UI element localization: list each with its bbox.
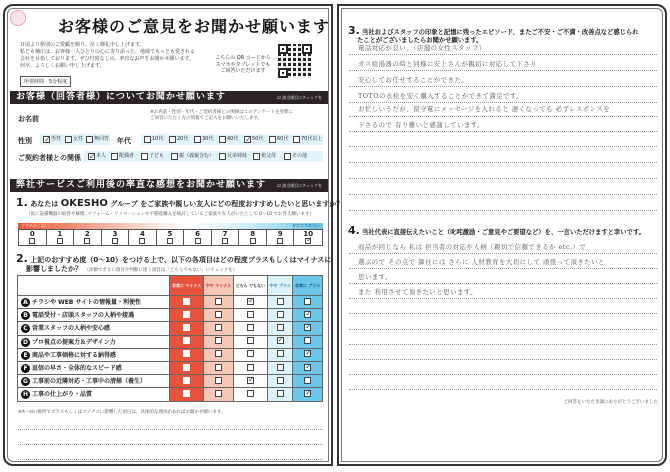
scale-option-1[interactable]: 1 bbox=[47, 230, 75, 245]
checkbox[interactable] bbox=[247, 311, 254, 318]
relation-option-self[interactable]: ✓ 本人 bbox=[88, 151, 106, 162]
gender-option-female[interactable]: 女性 bbox=[65, 134, 83, 145]
checkbox[interactable] bbox=[277, 238, 283, 244]
checkbox[interactable] bbox=[183, 337, 190, 344]
question-2-cont: 影響しましたか？ （評価できない項目や判断に迷う項目は「どちらでもない」にチェックを） bbox=[26, 265, 238, 273]
checkbox[interactable] bbox=[304, 350, 311, 357]
question-3-cont: たことがございましたらお聞かせ願います。 bbox=[357, 37, 483, 44]
question-1: 1. あなたは OKESHO グループ をご家族や親しい友人にどの程度おすすめしたいと思いますか？ bbox=[16, 196, 344, 209]
table-row bbox=[18, 309, 323, 322]
qr-code-icon[interactable] bbox=[278, 44, 312, 78]
respondent-section-header: お客様（回答者様）についてお聞かせ願います ☑ 該当項目にチェックを bbox=[10, 91, 328, 104]
checkbox[interactable] bbox=[111, 153, 118, 160]
name-note: ※お名前・性別・年代・ご契約者様との関係はこのアンケートを実際に ご回答いただく方の情報でご記入をお願いいたします。 bbox=[150, 110, 293, 121]
letter-badge: E bbox=[21, 351, 30, 360]
checkbox[interactable] bbox=[277, 311, 284, 318]
checkbox[interactable] bbox=[183, 377, 190, 384]
checkbox[interactable] bbox=[29, 238, 35, 244]
q3-answer-line: 下さるので 有り難いと感謝しています。 bbox=[358, 121, 485, 129]
answer-line[interactable] bbox=[349, 268, 657, 269]
checkbox[interactable] bbox=[304, 377, 311, 384]
scale-option-8[interactable]: 8 bbox=[239, 230, 267, 245]
checkbox[interactable] bbox=[277, 337, 284, 344]
row-label: B 電話受付・店頭スタッフの人柄や接遇 bbox=[18, 309, 170, 322]
scale-option-5[interactable]: 5 bbox=[157, 230, 185, 245]
answer-line[interactable] bbox=[349, 374, 657, 375]
relation-option-child[interactable]: 子ども bbox=[141, 151, 164, 162]
scale-option-2[interactable]: 2 bbox=[74, 230, 102, 245]
checkbox[interactable] bbox=[269, 136, 276, 143]
q3-answer-line: 安心してお任せすることができた。 bbox=[358, 76, 469, 84]
checkbox[interactable] bbox=[194, 136, 201, 143]
question-1-note: （仮に設備機器の取替や修理, リフォーム・リノベーションや不動産購入を検討しているご家族や友人がいたとして 0〜10 でお答え願います） bbox=[26, 212, 315, 217]
checkbox[interactable] bbox=[222, 238, 228, 244]
checkbox[interactable] bbox=[304, 390, 311, 397]
checkbox[interactable] bbox=[304, 337, 311, 344]
q3-answer-line: ガス給湯器の時と同様に安上さんが親切に対応して下さり bbox=[358, 60, 538, 68]
checkbox[interactable] bbox=[112, 238, 118, 244]
checkbox[interactable] bbox=[215, 350, 222, 357]
checkbox[interactable] bbox=[304, 311, 311, 318]
age-option-60s[interactable]: 60代 bbox=[269, 134, 288, 145]
recommend-gradient-bar: すすめたくない ぜひすすめたい bbox=[18, 223, 323, 229]
checkbox[interactable] bbox=[277, 298, 284, 305]
question-4: 4. 当社代表に直接伝えたいこと（叱咤激励・ご意見やご要望など）を、一言いただけますと幸いです。 bbox=[348, 224, 645, 237]
answer-line[interactable] bbox=[349, 389, 657, 390]
gender-label: 性別 bbox=[18, 137, 32, 145]
answer-line[interactable] bbox=[18, 444, 323, 445]
recommend-scale bbox=[18, 229, 323, 246]
impact-rating-table bbox=[17, 275, 323, 402]
checkbox[interactable] bbox=[169, 136, 176, 143]
qr-caption: こちらの QR コードから スマホやタブレットでも ご回答いただけます bbox=[215, 55, 271, 74]
checkbox[interactable] bbox=[88, 153, 95, 160]
checkbox[interactable] bbox=[219, 153, 226, 160]
answer-line[interactable] bbox=[349, 146, 657, 147]
row-label: H 工事の仕上がり・品質 bbox=[18, 388, 170, 401]
relation-option-sibling[interactable]: 兄弟姉妹 bbox=[219, 151, 247, 162]
scale-option-3[interactable]: 3 bbox=[102, 230, 130, 245]
q4-answer-line: 商品が同じなら 私は 担当者の対応や人柄（親切で信頼できるか etc.）で bbox=[358, 243, 587, 251]
checkbox[interactable] bbox=[247, 337, 254, 344]
checkbox[interactable] bbox=[167, 238, 173, 244]
scale-option-9[interactable]: 9 bbox=[267, 230, 295, 245]
checkbox[interactable] bbox=[247, 324, 254, 331]
answer-line[interactable] bbox=[349, 131, 657, 132]
time-required-badge: 所要時間 5分程度 bbox=[20, 76, 71, 87]
letter-badge: H bbox=[22, 391, 29, 399]
col-slightly-negative: やや マイナス bbox=[204, 276, 234, 296]
answer-line[interactable] bbox=[349, 313, 657, 314]
checkbox[interactable] bbox=[43, 136, 50, 143]
scale-option-6[interactable]: 6 bbox=[184, 230, 212, 245]
qr-finder bbox=[278, 44, 288, 54]
relation-option-grandparent[interactable]: 祖父母 bbox=[253, 151, 276, 162]
checkbox[interactable] bbox=[247, 390, 254, 397]
col-very-negative: 非常に マイナス bbox=[170, 276, 204, 296]
answer-line[interactable] bbox=[349, 283, 657, 284]
relation-option-spouse[interactable]: 配偶者 bbox=[111, 151, 134, 162]
relation-option-other[interactable]: その他 bbox=[284, 151, 307, 162]
q3-answer-line: TOTOの水栓を安く購入することができて満足です。 bbox=[358, 92, 524, 100]
thank-you-note: ご回答をいただき誠にありがとうございました bbox=[563, 400, 658, 405]
table-row bbox=[18, 322, 323, 335]
checkbox[interactable] bbox=[84, 238, 90, 244]
relation-label: ご契約者様との関係 bbox=[18, 154, 81, 162]
name-label: お名前 bbox=[18, 115, 39, 123]
letter-badge: A bbox=[21, 298, 30, 307]
row-label: E 商品や工事価格に対する納得感 bbox=[18, 348, 170, 361]
table-row bbox=[18, 375, 323, 388]
answer-line[interactable] bbox=[349, 162, 657, 163]
checkbox[interactable] bbox=[304, 324, 311, 331]
checkbox[interactable] bbox=[277, 364, 284, 371]
q4-answer-line: 思います。 bbox=[358, 273, 392, 281]
checkbox[interactable] bbox=[183, 324, 190, 331]
feedback-section-header: 弊社サービスご利用後の率直な感想をお聞かせ願います ☑ 該当項目にチェックを bbox=[10, 179, 328, 192]
checkbox[interactable] bbox=[284, 153, 291, 160]
company-stamp-icon bbox=[10, 10, 26, 26]
age-option-30s[interactable]: 30代 bbox=[194, 134, 213, 145]
table-row bbox=[18, 335, 323, 348]
checkbox[interactable] bbox=[183, 364, 190, 371]
table-row bbox=[18, 296, 323, 309]
checkbox[interactable] bbox=[244, 136, 251, 143]
checkbox[interactable] bbox=[247, 377, 254, 384]
question-3: 3. 当社およびスタッフの印象と記憶に残ったエピソード、またご不安・ご不満・改善点など感じられ bbox=[348, 24, 639, 37]
check-hint: ☑ 該当項目にチェックを bbox=[277, 183, 322, 188]
checkbox[interactable] bbox=[277, 324, 284, 331]
answer-line[interactable] bbox=[349, 329, 657, 330]
answer-line[interactable] bbox=[349, 86, 657, 87]
checkbox[interactable] bbox=[247, 350, 254, 357]
scale-option-4[interactable]: 4 bbox=[129, 230, 157, 245]
age-option-10s[interactable]: 10代 bbox=[144, 134, 163, 145]
checkbox[interactable] bbox=[144, 136, 151, 143]
row-label: C 営業スタッフの人柄や安心感 bbox=[18, 322, 170, 335]
col-neutral: どちら でもない bbox=[233, 276, 267, 296]
q4-answer-line: 選ぶので その点で 御社には さらに 人材教育を大切にして 頑張って頂きたいと bbox=[358, 258, 605, 266]
answer-line[interactable] bbox=[349, 253, 657, 254]
gender-option-male[interactable]: ✓ 男性 bbox=[43, 134, 61, 145]
col-slightly-positive: やや プラス bbox=[268, 276, 293, 296]
checkbox[interactable] bbox=[215, 377, 222, 384]
checkbox[interactable] bbox=[139, 238, 145, 244]
checkbox[interactable] bbox=[215, 311, 222, 318]
checkbox[interactable] bbox=[305, 238, 311, 244]
q4-answer-line: また 利用させて頂きたいと思います。 bbox=[358, 288, 478, 296]
age-option-70s-plus[interactable]: 70代以上 bbox=[293, 134, 322, 145]
checkbox[interactable] bbox=[195, 238, 201, 244]
letter-badge: F bbox=[21, 364, 30, 373]
checkbox[interactable] bbox=[247, 298, 254, 305]
gender-option-none[interactable]: 無回答 bbox=[86, 134, 109, 145]
row-label: D プロ視点の提案力＆デザイン力 bbox=[18, 335, 170, 348]
checkbox[interactable] bbox=[304, 364, 311, 371]
q3-answer-line: 電話対応が良い。（店舗の女性スタッフ） bbox=[358, 44, 486, 52]
page-title: お客様のご意見をお聞かせ願います bbox=[58, 17, 331, 36]
scale-option-10[interactable]: 10 ✓ bbox=[294, 230, 322, 245]
answer-line[interactable] bbox=[349, 344, 657, 345]
question-2: 2. 上記のおすすめ度（0〜10）をつける上で、以下の各項目はどの程度プラスもしくはマイナスに bbox=[16, 252, 332, 265]
age-label: 年代 bbox=[117, 137, 131, 145]
answer-line[interactable] bbox=[349, 298, 657, 299]
qr-finder bbox=[302, 44, 312, 54]
checkbox[interactable] bbox=[247, 364, 254, 371]
checkbox[interactable] bbox=[253, 153, 260, 160]
age-option-20s[interactable]: 20代 bbox=[169, 134, 188, 145]
checkbox[interactable] bbox=[215, 337, 222, 344]
checkbox[interactable] bbox=[183, 390, 190, 397]
scale-option-7[interactable]: 7 bbox=[212, 230, 240, 245]
qr-finder bbox=[278, 68, 288, 78]
answer-line[interactable] bbox=[18, 459, 323, 460]
answer-line[interactable] bbox=[349, 70, 657, 71]
checkbox[interactable] bbox=[215, 324, 222, 331]
checkbox[interactable] bbox=[183, 311, 190, 318]
row-label: A チラシや WEB サイトの情報量・利便性 bbox=[18, 296, 170, 309]
table-header-row bbox=[18, 276, 323, 296]
checkbox[interactable] bbox=[277, 390, 284, 397]
checkbox[interactable] bbox=[183, 298, 190, 305]
letter-badge: D bbox=[21, 338, 30, 347]
answer-line[interactable] bbox=[349, 178, 657, 179]
row-label: G 工事前の近隣対応・工事中の清掃（養生） bbox=[18, 375, 170, 388]
answer-line[interactable] bbox=[349, 116, 657, 117]
letter-badge: C bbox=[21, 324, 30, 333]
answer-line[interactable] bbox=[18, 429, 323, 430]
table-row bbox=[18, 361, 323, 374]
answer-line[interactable] bbox=[349, 194, 657, 195]
checkbox[interactable] bbox=[57, 238, 63, 244]
table-footnote: ※A〜Hの箇所でプラスもしくはマイナスに影響した項目は、具体的な理由があればお聞かせ願います。 bbox=[18, 410, 226, 415]
checkbox[interactable] bbox=[215, 298, 222, 305]
row-label: F 返信の早さ・全体的なスピード感 bbox=[18, 361, 170, 374]
checkbox[interactable] bbox=[171, 153, 178, 160]
answer-line[interactable] bbox=[349, 359, 657, 360]
age-option-40s[interactable]: 40代 bbox=[219, 134, 238, 145]
table-row bbox=[18, 348, 323, 361]
intro-text: 日頃より格別のご愛顧を賜り、厚く御礼申し上げます。 私ども桶庄は、お客様一人ひとりの心に寄り添った、地域でもっとも愛される 会社を目指しております。ぜひ忖度なしの、率直なお声をお聞かせ願います。 何卒、よろしくお願い申し上げます。 bbox=[20, 42, 196, 69]
checkbox[interactable] bbox=[277, 350, 284, 357]
check-hint: ☑ 該当項目にチェックを bbox=[277, 95, 322, 100]
q3-answer-line: お忙しいうだが、留守電にメッセージを入れると 遅くなっても 必ずレスポンスを bbox=[358, 105, 611, 113]
checkbox[interactable] bbox=[65, 136, 72, 143]
scale-option-0[interactable]: 0 bbox=[19, 230, 47, 245]
checkbox[interactable] bbox=[250, 238, 256, 244]
checkbox[interactable] bbox=[219, 136, 226, 143]
checkbox[interactable] bbox=[86, 136, 93, 143]
item-header bbox=[18, 276, 170, 296]
answer-line[interactable] bbox=[349, 54, 657, 55]
answer-line[interactable] bbox=[349, 102, 657, 103]
checkbox[interactable] bbox=[304, 298, 311, 305]
relation-option-parent[interactable]: 親（義親含む） bbox=[171, 151, 214, 162]
letter-badge: B bbox=[21, 311, 30, 320]
col-very-positive: 非常に プラス bbox=[293, 276, 323, 296]
checkbox[interactable] bbox=[277, 377, 284, 384]
checkbox[interactable] bbox=[141, 153, 148, 160]
checkbox[interactable] bbox=[215, 390, 222, 397]
answer-line[interactable] bbox=[349, 210, 657, 211]
age-option-50s[interactable]: ✓ 50代 bbox=[244, 134, 263, 145]
checkbox[interactable] bbox=[293, 136, 300, 143]
letter-badge: G bbox=[21, 377, 30, 386]
table-row bbox=[18, 388, 323, 401]
checkbox[interactable] bbox=[183, 350, 190, 357]
checkbox[interactable] bbox=[215, 364, 222, 371]
brand-name: OKESHO bbox=[60, 198, 108, 209]
